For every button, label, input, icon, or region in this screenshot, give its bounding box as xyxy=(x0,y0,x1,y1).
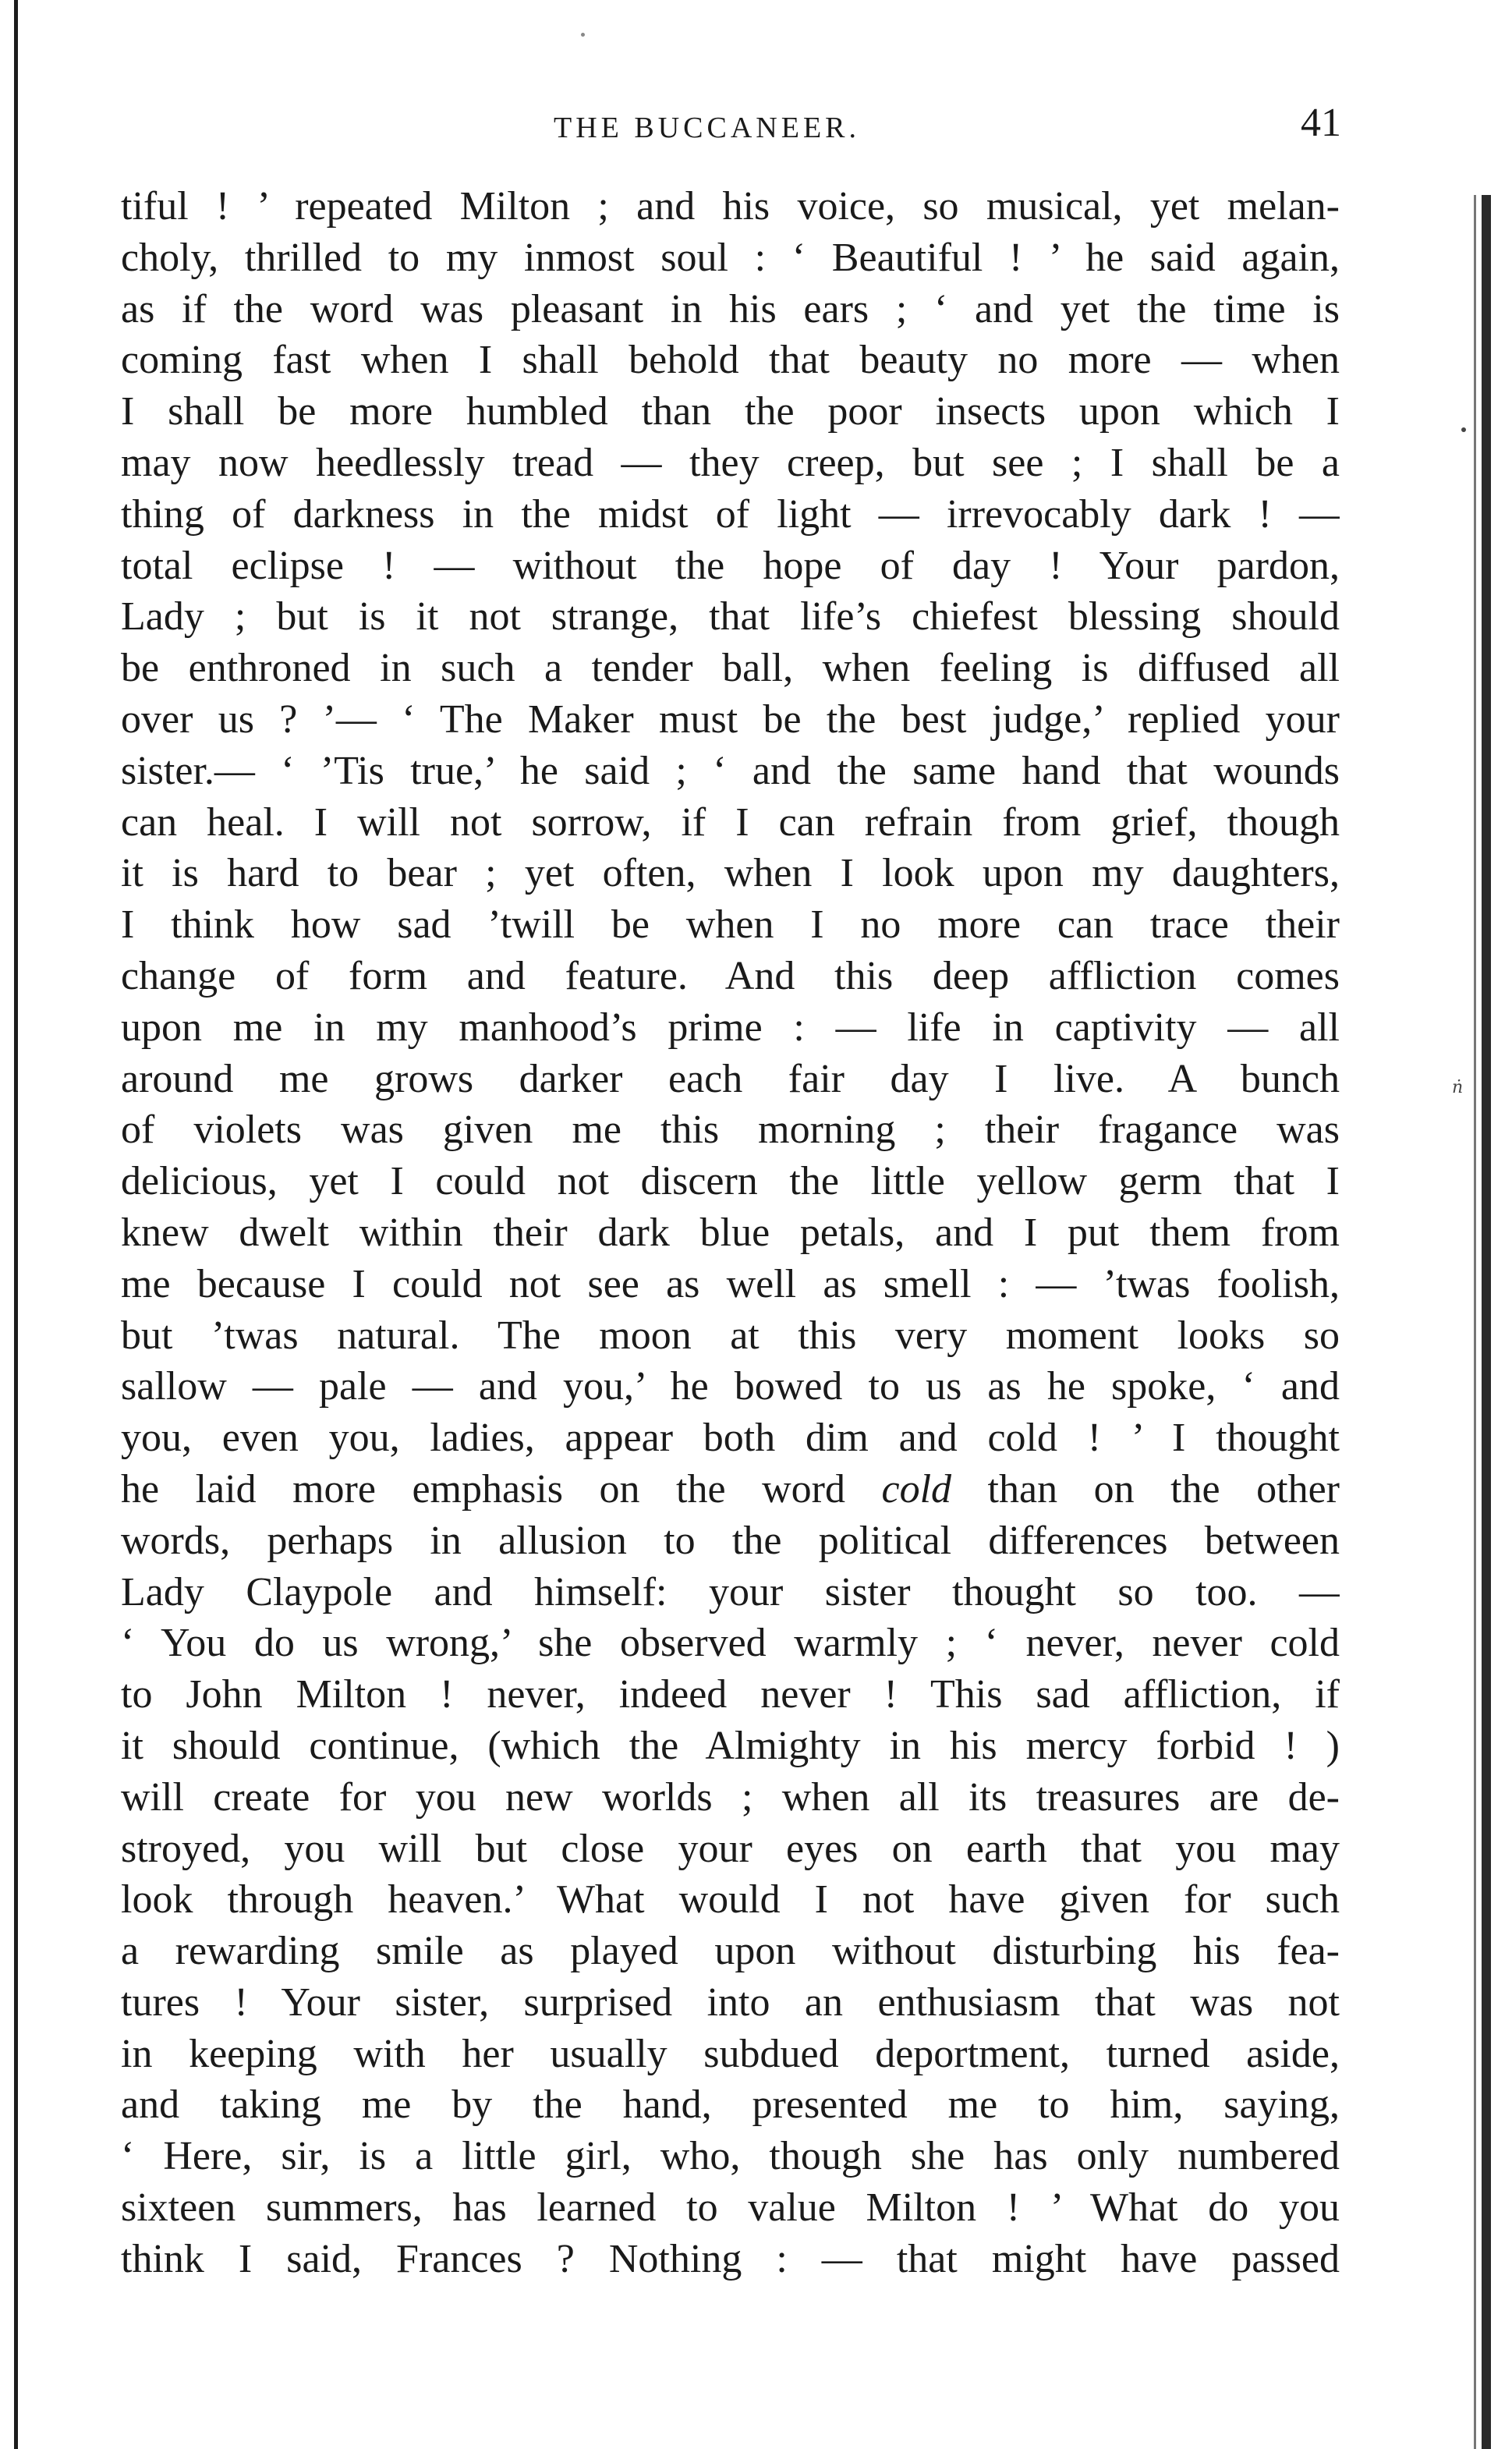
text-line: look through heaven.’ What would I not have given for such xyxy=(121,1877,1340,1923)
text-line: ‘ Here, sir, is a little girl, who, though she has only numbered xyxy=(121,2134,1340,2179)
text-line: stroyed, you will but close your eyes on earth that you may xyxy=(121,1826,1340,1871)
page-binding-edge xyxy=(14,0,18,2449)
text-line: total eclipse ! — without the hope of day ! Your pardon, xyxy=(121,543,1340,588)
text-line: words, perhaps in allusion to the political differences between xyxy=(121,1518,1340,1563)
text-line: a rewarding smile as played upon without disturbing his fea- xyxy=(121,1929,1340,1974)
text-line: thing of darkness in the midst of light — irrevocably dark ! — xyxy=(121,491,1340,537)
text-line: choly, thrilled to my inmost soul : ‘ Beautiful ! ’ he said again, xyxy=(121,235,1340,280)
text-line: sixteen summers, has learned to value Milton ! ’ What do you xyxy=(121,2185,1340,2231)
text-line: Lady ; but is it not strange, that life’s chiefest blessing should xyxy=(121,594,1340,640)
text-line: can heal. I will not sorrow, if I can refrain from grief, though xyxy=(121,799,1340,845)
text-line: as if the word was pleasant in his ears ; ‘ and yet the time is xyxy=(121,286,1340,331)
text-line: sister.— ‘ ’Tis true,’ he said ; ‘ and the same hand that wounds xyxy=(121,748,1340,793)
text-line: upon me in my manhood’s prime : — life in captivity — all xyxy=(121,1005,1340,1050)
page-number: 41 xyxy=(1301,101,1341,145)
text-line: in keeping with her usually subdued deportment, turned aside, xyxy=(121,2031,1340,2076)
text-line: of violets was given me this morning ; their fragance was xyxy=(121,1108,1340,1153)
margin-speck xyxy=(1461,427,1466,432)
page-header xyxy=(117,100,1341,154)
text-line: ‘ You do us wrong,’ she observed warmly ; ‘ never, never cold xyxy=(121,1621,1340,1666)
text-line: it is hard to bear ; yet often, when I look upon my daughters, xyxy=(121,851,1340,896)
text-line: Lady Claypole and himself: your sister thought so too. — xyxy=(121,1569,1340,1614)
text-line: change of form and feature. And this deep affliction comes xyxy=(121,953,1340,998)
text-line: think I said, Frances ? Nothing : — that might have passed xyxy=(121,2236,1340,2281)
text-line: me because I could not see as well as smell : — ’twas foolish, xyxy=(121,1261,1340,1306)
printing-speck xyxy=(581,33,585,37)
text-line: will create for you new worlds ; when all its treasures are de- xyxy=(121,1774,1340,1820)
running-title: THE BUCCANEER. xyxy=(554,112,860,144)
text-line: I think how sad ’twill be when I no more can trace their xyxy=(121,902,1340,948)
page-right-edge xyxy=(1482,195,1491,2449)
margin-mark: ṅ xyxy=(1452,1078,1464,1097)
text-line: it should continue, (which the Almighty in his mercy forbid ! ) xyxy=(121,1723,1340,1768)
text-line: tiful ! ’ repeated Milton ; and his voice, so musical, yet melan- xyxy=(121,184,1340,229)
text-line: over us ? ’— ‘ The Maker must be the best judge,’ replied your xyxy=(121,696,1340,742)
body-text xyxy=(121,181,1340,2285)
text-line: to John Milton ! never, indeed never ! This sad affliction, if xyxy=(121,1672,1340,1717)
text-line: around me grows darker each fair day I live. A bunch xyxy=(121,1056,1340,1101)
text-line: and taking me by the hand, presented me to him, saying, xyxy=(121,2082,1340,2128)
page-edge-shadow xyxy=(1474,195,1476,2449)
text-line: tures ! Your sister, surprised into an enthusiasm that was not xyxy=(121,1979,1340,2025)
text-line: knew dwelt within their dark blue petals, and I put them from xyxy=(121,1210,1340,1255)
text-line: sallow — pale — and you,’ he bowed to us as he spoke, ‘ and xyxy=(121,1364,1340,1409)
text-line: delicious, yet I could not discern the little yellow germ that I xyxy=(121,1159,1340,1204)
text-line: be enthroned in such a tender ball, when feeling is diffused all xyxy=(121,646,1340,691)
text-line: you, even you, ladies, appear both dim and cold ! ’ I thought xyxy=(121,1416,1340,1461)
text-line: coming fast when I shall behold that beauty no more — when xyxy=(121,338,1340,383)
text-line: may now heedlessly tread — they creep, but see ; I shall be a xyxy=(121,440,1340,485)
text-line: but ’twas natural. The moon at this very moment looks so xyxy=(121,1313,1340,1358)
text-line: he laid more emphasis on the word cold than on the other xyxy=(121,1466,1340,1512)
text-line: I shall be more humbled than the poor insects upon which I xyxy=(121,389,1340,434)
